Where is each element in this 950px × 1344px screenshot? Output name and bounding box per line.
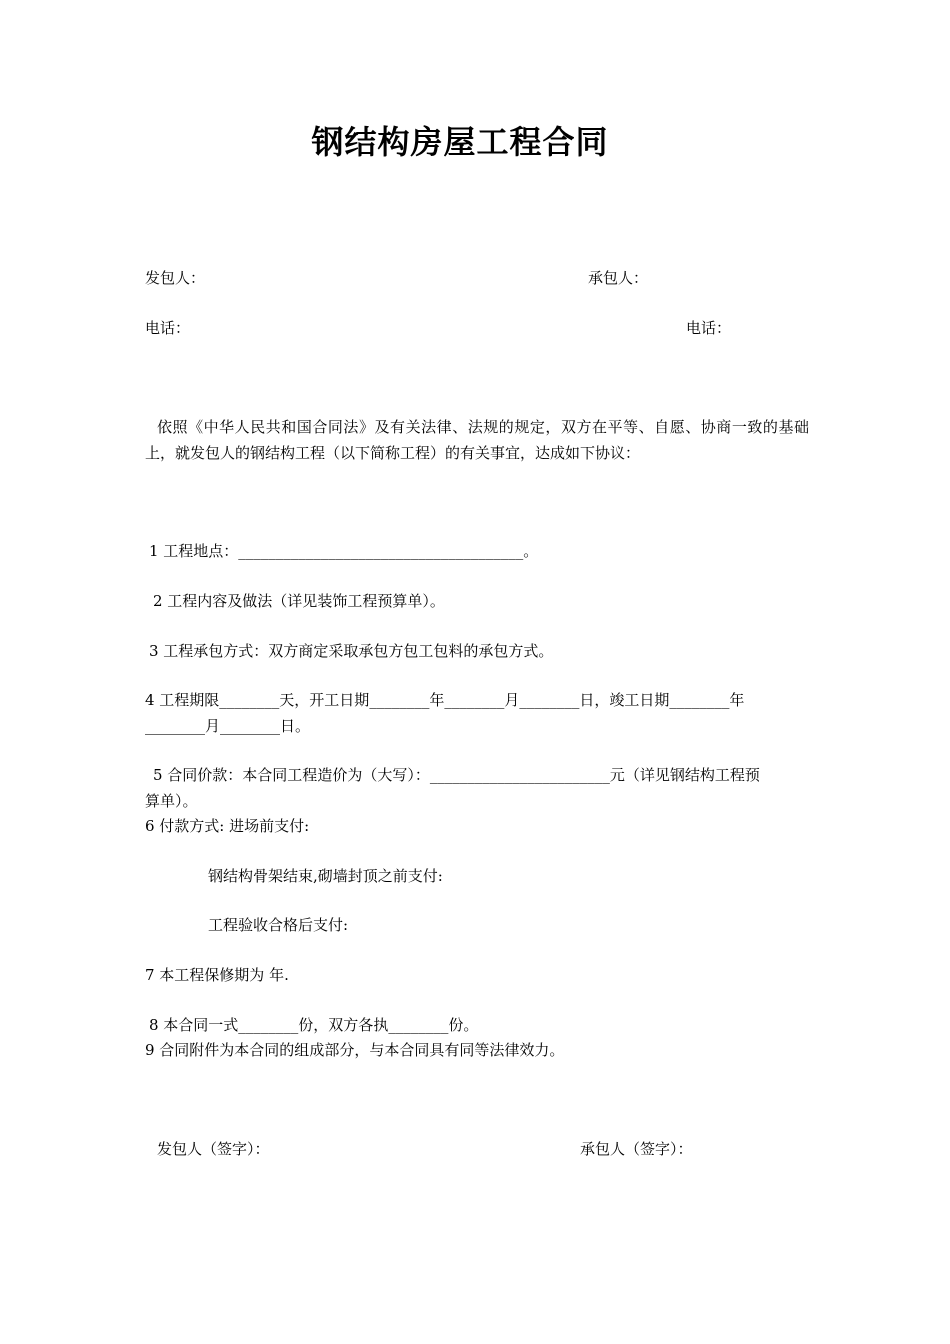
clause-8: 8 本合同一式________份，双方各执________份。 — [149, 1016, 479, 1034]
clause-5-line-1: 5 合同价款：本合同工程造价为（大写）：________________________元（详见钢结构工程预 — [153, 766, 760, 784]
clause-3: 3 工程承包方式：双方商定采取承包方包工包料的承包方式。 — [149, 642, 554, 660]
page-title: 钢结构房屋工程合同 — [311, 123, 609, 161]
clause-6-sub-1: 钢结构骨架结束,砌墙封顶之前支付: — [208, 867, 443, 885]
employer-phone-label: 电话： — [145, 319, 191, 337]
employer-label: 发包人： — [145, 269, 206, 287]
intro-paragraph: 依照《中华人民共和国合同法》及有关法律、法规的规定，双方在平等、自愿、协商一致的基础上，就发包人的钢结构工程（以下简称工程）的有关事宜，达成如下协议： — [145, 418, 809, 462]
clause-7: 7 本工程保修期为 年. — [145, 966, 289, 984]
clause-6-sub-2: 工程验收合格后支付: — [208, 916, 349, 934]
clause-5-line-2: 算单）。 — [145, 792, 198, 810]
clause-9: 9 合同附件为本合同的组成部分，与本合同具有同等法律效力。 — [145, 1041, 565, 1059]
contractor-phone-label: 电话： — [686, 319, 732, 337]
clause-1: 1 工程地点：______________________________________。 — [149, 542, 539, 560]
clause-2: 2 工程内容及做法（详见装饰工程预算单）。 — [153, 592, 445, 610]
contractor-signature-label: 承包人（签字）： — [580, 1140, 693, 1158]
contractor-label: 承包人： — [588, 269, 649, 287]
clause-4-line-1: 4 工程期限________天，开工日期________年________月________日，竣工日期________年 — [145, 691, 745, 709]
clause-4-line-2: ________月________日。 — [145, 717, 311, 735]
clause-6: 6 付款方式: 进场前支付: — [145, 817, 310, 835]
employer-signature-label: 发包人（签字）： — [157, 1140, 270, 1158]
